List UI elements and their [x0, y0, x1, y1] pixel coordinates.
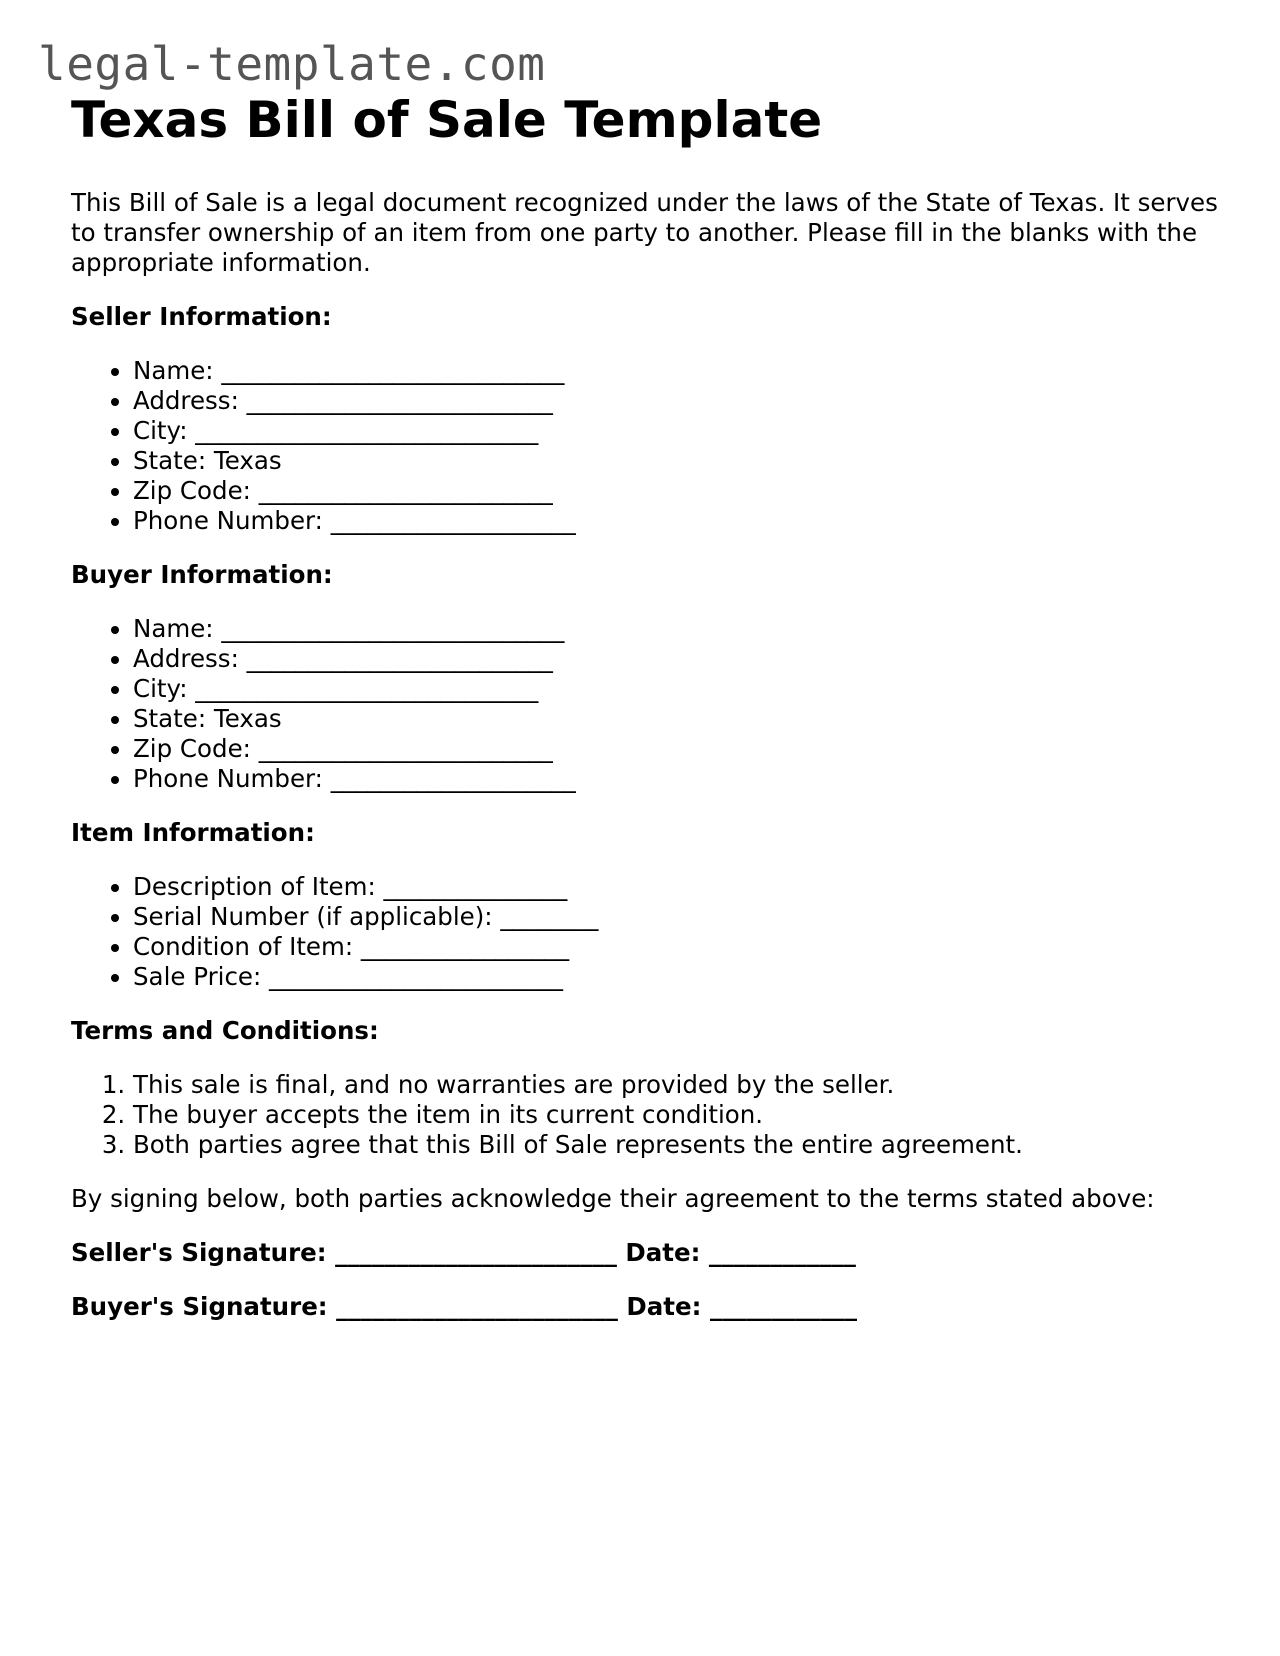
seller-name-field: • Name: ____________________________: [133, 356, 1221, 386]
term-item: 1. This sale is final, and no warranties are provided by the seller.: [133, 1070, 1221, 1100]
buyer-city-field: • City: ____________________________: [133, 674, 1221, 704]
seller-fields-list: [71, 356, 1221, 536]
seller-address-field: • Address: _________________________: [133, 386, 1221, 416]
item-price-field: • Sale Price: ________________________: [133, 962, 1221, 992]
term-item: 3. Both parties agree that this Bill of Sale represents the entire agreement.: [133, 1130, 1221, 1160]
document-body: [71, 84, 1221, 1322]
buyer-signature-line: Buyer's Signature: _______________________ Date: ____________: [71, 1292, 857, 1321]
buyer-fields-list: [71, 614, 1221, 794]
intro-paragraph: This Bill of Sale is a legal document recognized under the laws of the State of Texas. It serves to transfer ownership of an item from one party to another. Please fill in the blanks with the appropriate information.: [71, 188, 1218, 277]
buyer-zip-field: • Zip Code: ________________________: [133, 734, 1221, 764]
term-item: 2. The buyer accepts the item in its current condition.: [133, 1100, 1221, 1130]
item-description-field: • Description of Item: _______________: [133, 872, 1221, 902]
watermark-text: legal-template.com: [38, 37, 546, 91]
seller-state-field: • State: Texas: [133, 446, 1221, 476]
seller-city-field: • City: ____________________________: [133, 416, 1221, 446]
buyer-address-field: • Address: _________________________: [133, 644, 1221, 674]
buyer-name-field: • Name: ____________________________: [133, 614, 1221, 644]
item-serial-field: • Serial Number (if applicable): ________: [133, 902, 1221, 932]
terms-section-heading: Terms and Conditions:: [71, 1016, 379, 1045]
seller-zip-field: • Zip Code: ________________________: [133, 476, 1221, 506]
item-condition-field: • Condition of Item: _________________: [133, 932, 1221, 962]
buyer-state-field: • State: Texas: [133, 704, 1221, 734]
buyer-section-heading: Buyer Information:: [71, 560, 333, 589]
item-fields-list: [71, 872, 1221, 992]
acknowledgement-text: By signing below, both parties acknowledge their agreement to the terms stated above:: [71, 1184, 1155, 1213]
buyer-phone-field: • Phone Number: ____________________: [133, 764, 1221, 794]
seller-section-heading: Seller Information:: [71, 302, 332, 331]
seller-phone-field: • Phone Number: ____________________: [133, 506, 1221, 536]
terms-list: [71, 1070, 1221, 1160]
seller-signature-line: Seller's Signature: _______________________ Date: ____________: [71, 1238, 856, 1267]
item-section-heading: Item Information:: [71, 818, 315, 847]
page-title: Texas Bill of Sale Template: [71, 91, 823, 149]
